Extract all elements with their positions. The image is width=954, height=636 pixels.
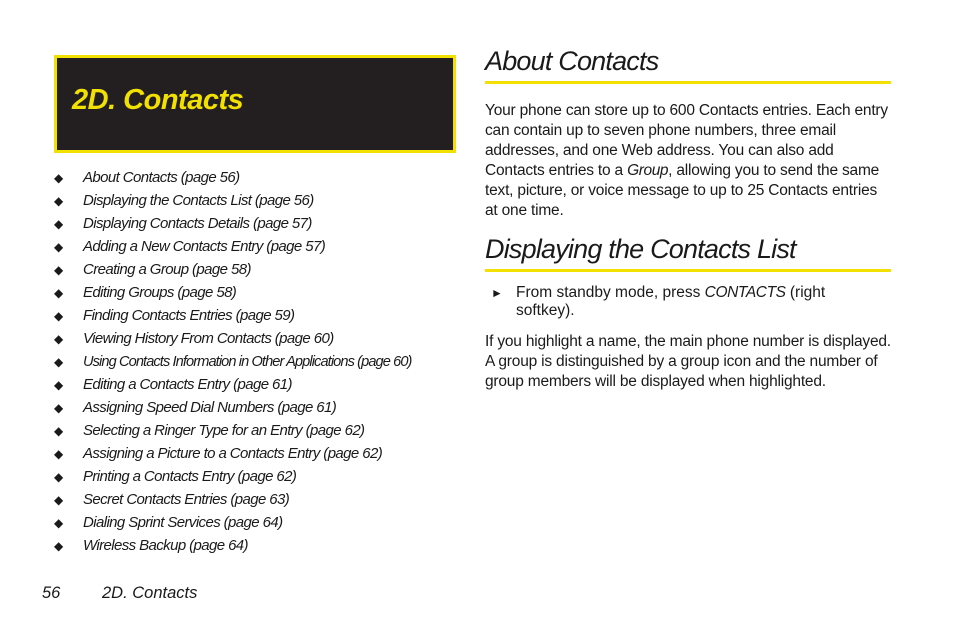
diamond-bullet-icon: ◆: [54, 239, 63, 254]
toc-item: ◆ Wireless Backup (page 64): [54, 536, 248, 554]
toc-item: ◆ Selecting a Ringer Type for an Entry (page 62): [54, 421, 365, 439]
toc-item: ◆ Editing a Contacts Entry (page 61): [54, 375, 292, 393]
diamond-bullet-icon: ◆: [54, 400, 63, 415]
page-number: 56: [42, 584, 61, 602]
diamond-bullet-icon: ◆: [54, 216, 63, 231]
toc-item: ◆ Secret Contacts Entries (page 63): [54, 490, 290, 508]
diamond-bullet-icon: ◆: [54, 469, 63, 484]
diamond-bullet-icon: ◆: [54, 354, 63, 369]
toc-item: ◆ Displaying the Contacts List (page 56): [54, 191, 314, 209]
diamond-bullet-icon: ◆: [54, 377, 63, 392]
diamond-bullet-icon: ◆: [54, 285, 63, 300]
page-footer: [42, 584, 197, 603]
step-arrow-icon: ►: [491, 286, 503, 300]
diamond-bullet-icon: ◆: [54, 446, 63, 461]
toc-item: ◆ Displaying Contacts Details (page 57): [54, 214, 312, 232]
toc-item: ◆ About Contacts (page 56): [54, 168, 240, 186]
displaying-contacts-list-heading: Displaying the Contacts List: [485, 233, 891, 272]
toc-item: ◆ Using Contacts Information in Other Applications (page 60): [54, 353, 412, 370]
toc-item: ◆ Assigning Speed Dial Numbers (page 61): [54, 398, 337, 416]
group-term: Group: [627, 162, 669, 179]
instruction-step: [485, 284, 891, 320]
toc-item: ◆ Assigning a Picture to a Contacts Entry (page 62): [54, 444, 383, 462]
toc-item: ◆ Finding Contacts Entries (page 59): [54, 306, 295, 324]
toc-item: ◆ Viewing History From Contacts (page 60): [54, 329, 334, 347]
diamond-bullet-icon: ◆: [54, 193, 63, 208]
chapter-title-box: [54, 55, 456, 153]
about-contacts-paragraph: Your phone can store up to 600 Contacts entries. Each entry can contain up to seven phone numbers, three email addresses, and one Web address. You can also add Contacts entries to a Group, allowing you to send the same text, picture, or voice message to up to 25 Contacts entries at one time.: [485, 102, 888, 219]
diamond-bullet-icon: ◆: [54, 492, 63, 507]
diamond-bullet-icon: ◆: [54, 262, 63, 277]
toc-item: ◆ Editing Groups (page 58): [54, 283, 237, 301]
toc-item: ◆ Creating a Group (page 58): [54, 260, 251, 278]
diamond-bullet-icon: ◆: [54, 538, 63, 553]
toc-item: ◆ Adding a New Contacts Entry (page 57): [54, 237, 326, 255]
chapter-toc-list: [54, 166, 412, 557]
diamond-bullet-icon: ◆: [54, 331, 63, 346]
displaying-contacts-paragraph: If you highlight a name, the main phone number is displayed. A group is distinguished by a group icon and the number of group members will be displayed when highlighted.: [485, 333, 891, 390]
diamond-bullet-icon: ◆: [54, 308, 63, 323]
diamond-bullet-icon: ◆: [54, 423, 63, 438]
about-contacts-heading: About Contacts: [485, 45, 891, 84]
diamond-bullet-icon: ◆: [54, 170, 63, 185]
contacts-softkey-label: CONTACTS: [704, 284, 786, 301]
footer-section-title: 2D. Contacts: [102, 584, 198, 602]
toc-item: ◆ Dialing Sprint Services (page 64): [54, 513, 283, 531]
step-text: From standby mode, press CONTACTS (right softkey).: [516, 284, 826, 319]
toc-item: ◆ Printing a Contacts Entry (page 62): [54, 467, 297, 485]
diamond-bullet-icon: ◆: [54, 515, 63, 530]
chapter-title: 2D. Contacts: [72, 84, 244, 116]
